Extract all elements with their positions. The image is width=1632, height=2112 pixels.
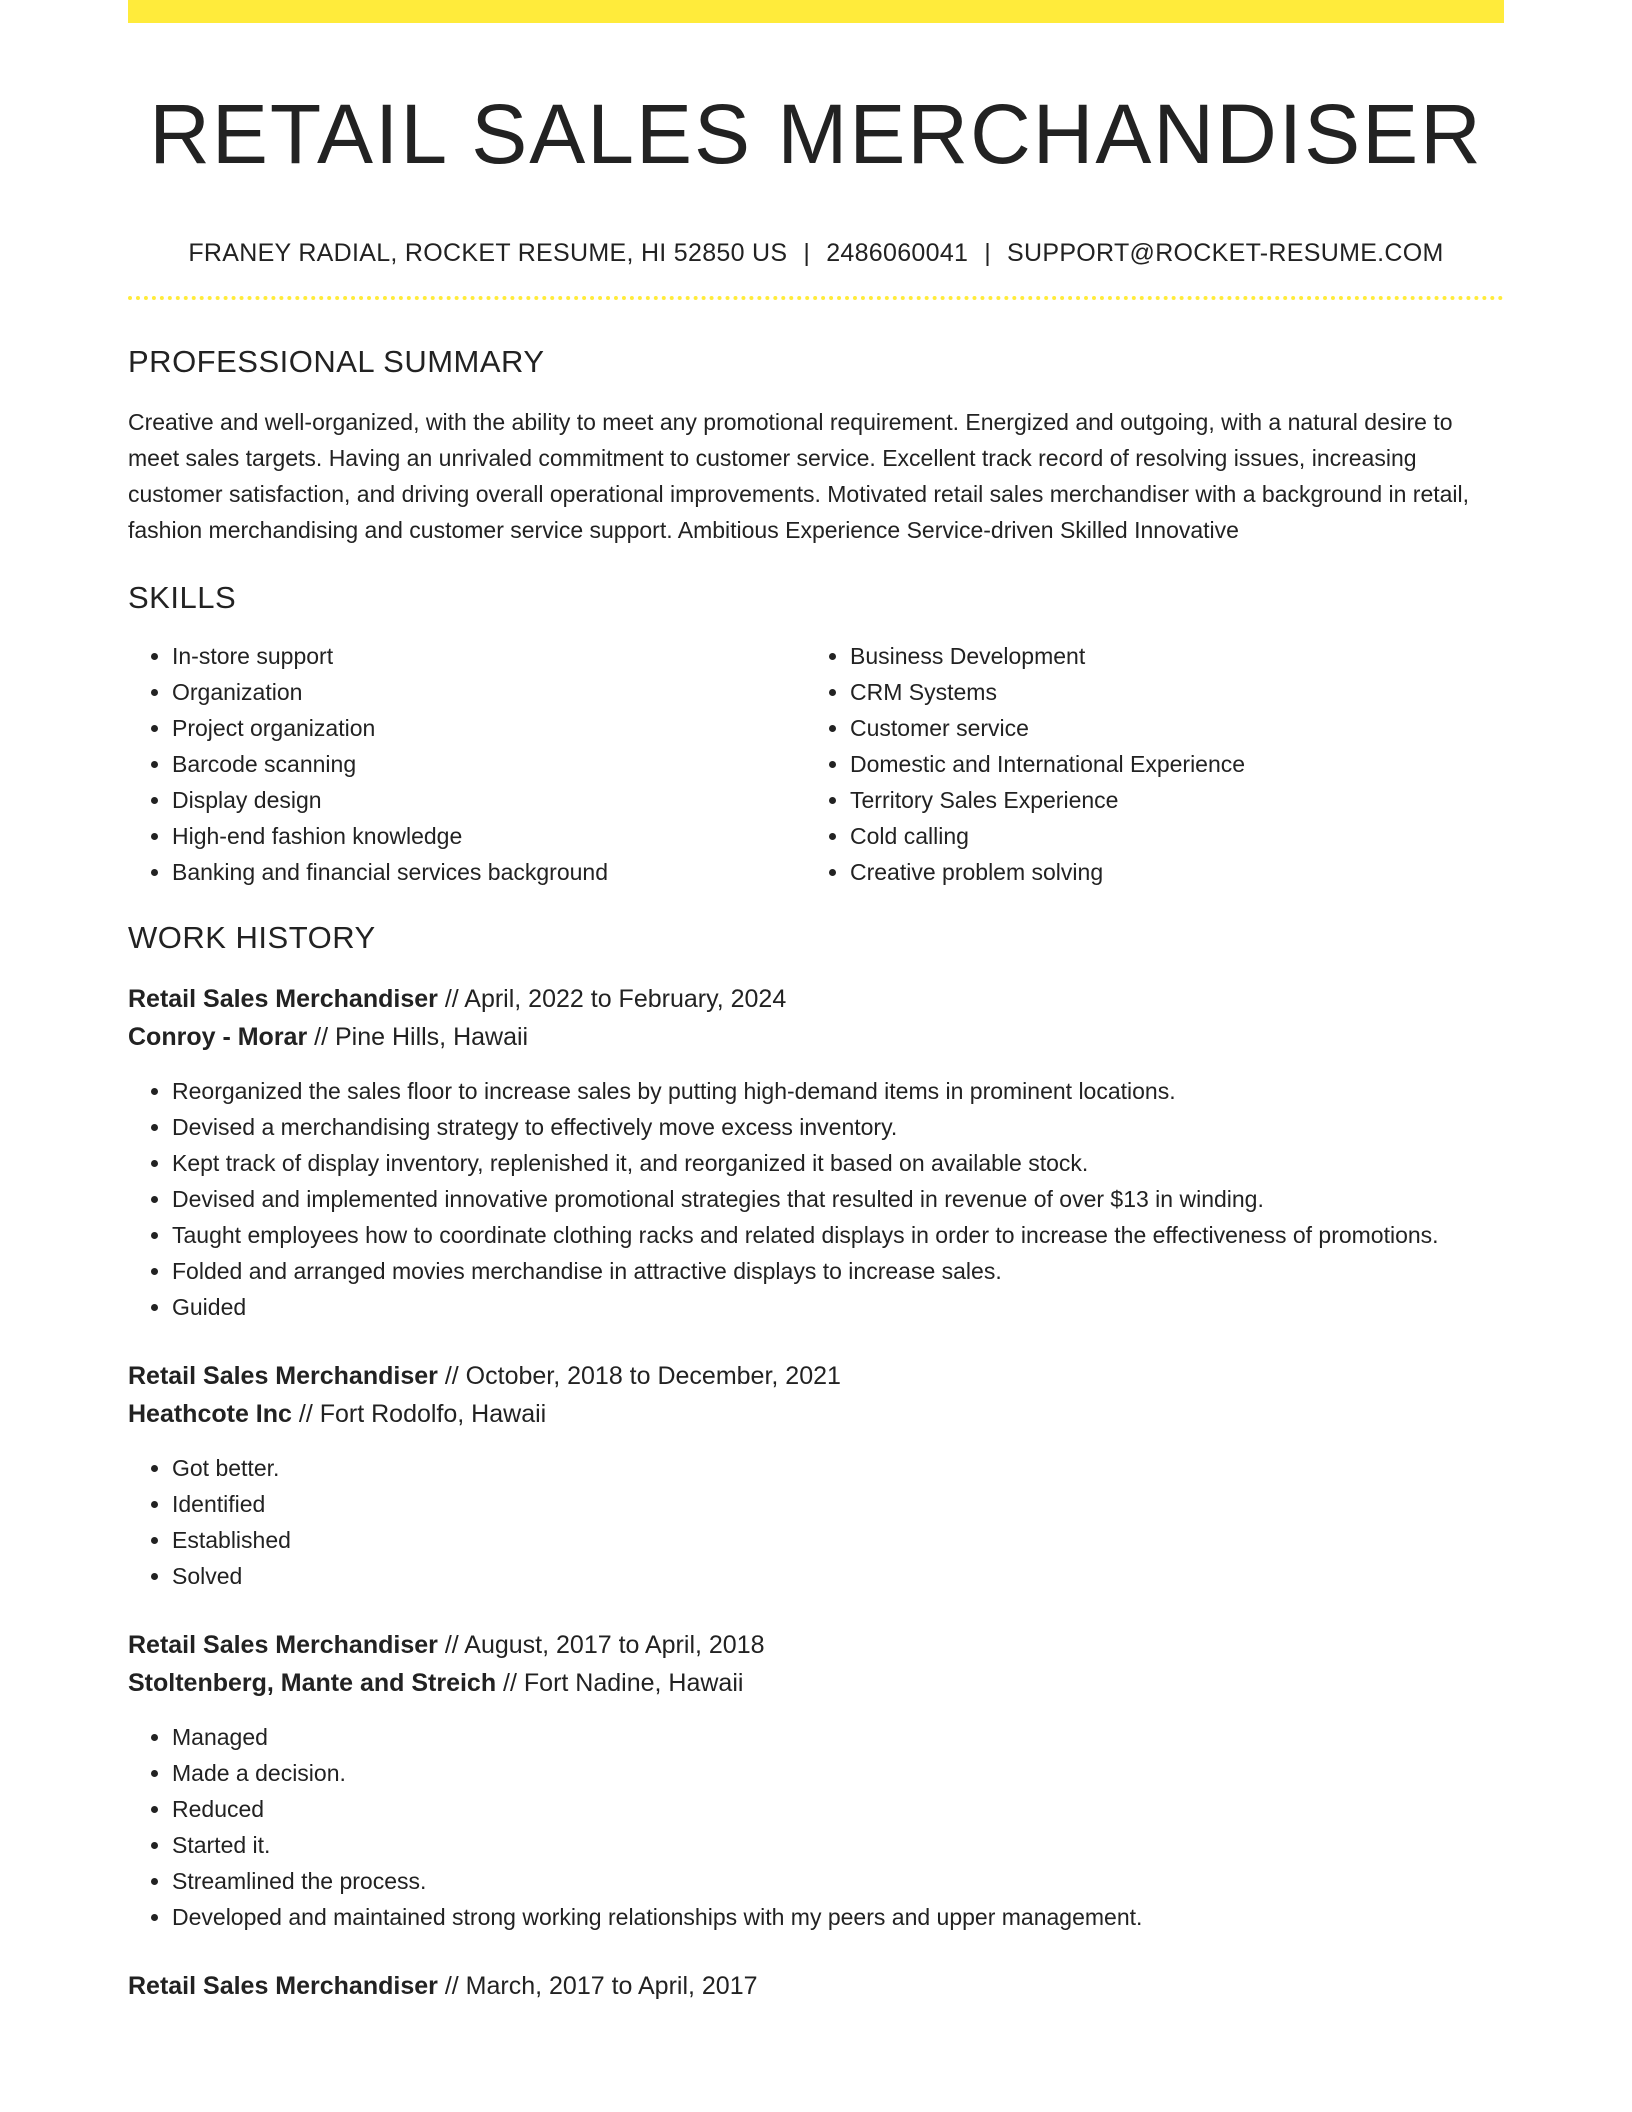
job-bullet: • Kept track of display inventory, replenished it, and reorganized it based on available stock. bbox=[172, 1145, 1504, 1181]
job-bullets bbox=[128, 1450, 1504, 1594]
job-bullet: • Devised a merchandising strategy to effectively move excess inventory. bbox=[172, 1109, 1504, 1145]
job-company-line bbox=[128, 1018, 1504, 1056]
job-location: Pine Hills, Hawaii bbox=[334, 1022, 529, 1051]
job-dates: March, 2017 to April, 2017 bbox=[465, 1971, 758, 2000]
job-company-line bbox=[128, 1395, 1504, 1433]
job-company: Stoltenberg, Mante and Streich bbox=[128, 1668, 497, 1697]
job-bullet: • Made a decision. bbox=[172, 1755, 1504, 1791]
contact-line bbox=[128, 239, 1504, 268]
job-entry bbox=[128, 1967, 1504, 2005]
job-role-line bbox=[128, 1967, 1504, 2005]
job-company-line bbox=[128, 1664, 1504, 1702]
skill-item: • High-end fashion knowledge bbox=[172, 818, 806, 854]
job-bullet: • Managed bbox=[172, 1719, 1504, 1755]
work-history-heading: WORK HISTORY bbox=[128, 919, 376, 955]
skill-item: • Domestic and International Experience bbox=[850, 746, 1484, 782]
job-bullet: • Reorganized the sales floor to increase sales by putting high-demand items in prominent locations. bbox=[172, 1073, 1504, 1109]
job-bullet: • Devised and implemented innovative promotional strategies that resulted in revenue of over $13 in winding. bbox=[172, 1181, 1504, 1217]
job-bullet: • Reduced bbox=[172, 1791, 1504, 1827]
skills-columns bbox=[128, 638, 1504, 890]
skill-item: • Banking and financial services background bbox=[172, 854, 806, 890]
summary-text: Creative and well-organized, with the ability to meet any promotional requirement. Energized and outgoing, with a natural desire to meet sales targets. Having an unrivaled commitment to customer service. Excellent track record of resolving issues, increasing customer satisfaction, and driving overall operational improvements. Motivated retail sales merchandiser with a background in retail, fashion merchandising and customer service support. Ambitious Experience Service-driven Skilled Innovative bbox=[128, 408, 1470, 543]
skills-list-right bbox=[806, 638, 1484, 890]
job-bullets bbox=[128, 1719, 1504, 1935]
job-role: Retail Sales Merchandiser bbox=[128, 1630, 438, 1659]
job-bullet: • Started it. bbox=[172, 1827, 1504, 1863]
resume-page bbox=[128, 0, 1504, 2005]
job-divider: // bbox=[437, 1630, 465, 1659]
job-bullet: • Taught employees how to coordinate clothing racks and related displays in order to increase the effectiveness of promotions. bbox=[172, 1217, 1504, 1253]
skill-item: • Creative problem solving bbox=[850, 854, 1484, 890]
contact-email: SUPPORT@ROCKET-RESUME.COM bbox=[1007, 238, 1444, 267]
job-role-line bbox=[128, 980, 1504, 1018]
job-divider: // bbox=[437, 1361, 466, 1390]
job-bullet: • Guided bbox=[172, 1289, 1504, 1325]
job-entry bbox=[128, 1357, 1504, 1594]
skill-item: • Territory Sales Experience bbox=[850, 782, 1484, 818]
contact-separator: | bbox=[803, 238, 811, 267]
job-company: Conroy - Morar bbox=[128, 1022, 308, 1051]
skill-item: • Display design bbox=[172, 782, 806, 818]
skill-item: • Customer service bbox=[850, 710, 1484, 746]
job-divider: // bbox=[291, 1399, 320, 1428]
job-role: Retail Sales Merchandiser bbox=[128, 1971, 438, 2000]
summary-heading: PROFESSIONAL SUMMARY bbox=[128, 343, 545, 379]
contact-separator: | bbox=[984, 238, 992, 267]
skill-item: • Cold calling bbox=[850, 818, 1484, 854]
skill-item: • CRM Systems bbox=[850, 674, 1484, 710]
job-divider: // bbox=[437, 984, 465, 1013]
contact-address: FRANEY RADIAL, ROCKET RESUME, HI 52850 US bbox=[188, 238, 788, 267]
job-location: Fort Rodolfo, Hawaii bbox=[319, 1399, 547, 1428]
dotted-divider bbox=[128, 296, 1504, 300]
job-divider: // bbox=[437, 1971, 466, 2000]
job-role: Retail Sales Merchandiser bbox=[128, 984, 438, 1013]
skills-heading: SKILLS bbox=[128, 579, 237, 615]
job-dates: April, 2022 to February, 2024 bbox=[464, 984, 787, 1013]
contact-phone: 2486060041 bbox=[826, 238, 969, 267]
job-bullet: • Established bbox=[172, 1522, 1504, 1558]
job-bullet: • Folded and arranged movies merchandise in attractive displays to increase sales. bbox=[172, 1253, 1504, 1289]
job-bullet: • Identified bbox=[172, 1486, 1504, 1522]
skill-item: • Project organization bbox=[172, 710, 806, 746]
skill-item: • Business Development bbox=[850, 638, 1484, 674]
job-location: Fort Nadine, Hawaii bbox=[523, 1668, 744, 1697]
job-dates: October, 2018 to December, 2021 bbox=[465, 1361, 841, 1390]
job-bullet: • Developed and maintained strong working relationships with my peers and upper management. bbox=[172, 1899, 1504, 1935]
job-divider: // bbox=[307, 1022, 335, 1051]
job-divider: // bbox=[496, 1668, 524, 1697]
skill-item: • Organization bbox=[172, 674, 806, 710]
job-dates: August, 2017 to April, 2018 bbox=[464, 1630, 765, 1659]
skills-list-left bbox=[128, 638, 806, 890]
job-bullet: • Got better. bbox=[172, 1450, 1504, 1486]
job-role-line bbox=[128, 1357, 1504, 1395]
skill-item: • In-store support bbox=[172, 638, 806, 674]
job-role: Retail Sales Merchandiser bbox=[128, 1361, 438, 1390]
skill-item: • Barcode scanning bbox=[172, 746, 806, 782]
job-role-line bbox=[128, 1626, 1504, 1664]
job-company: Heathcote Inc bbox=[128, 1399, 292, 1428]
resume-title: RETAIL SALES MERCHANDISER bbox=[149, 87, 1483, 181]
job-bullets bbox=[128, 1073, 1504, 1325]
job-entry bbox=[128, 1626, 1504, 1935]
job-bullet: • Solved bbox=[172, 1558, 1504, 1594]
job-entry bbox=[128, 980, 1504, 1325]
job-bullet: • Streamlined the process. bbox=[172, 1863, 1504, 1899]
top-accent-bar bbox=[128, 0, 1504, 23]
